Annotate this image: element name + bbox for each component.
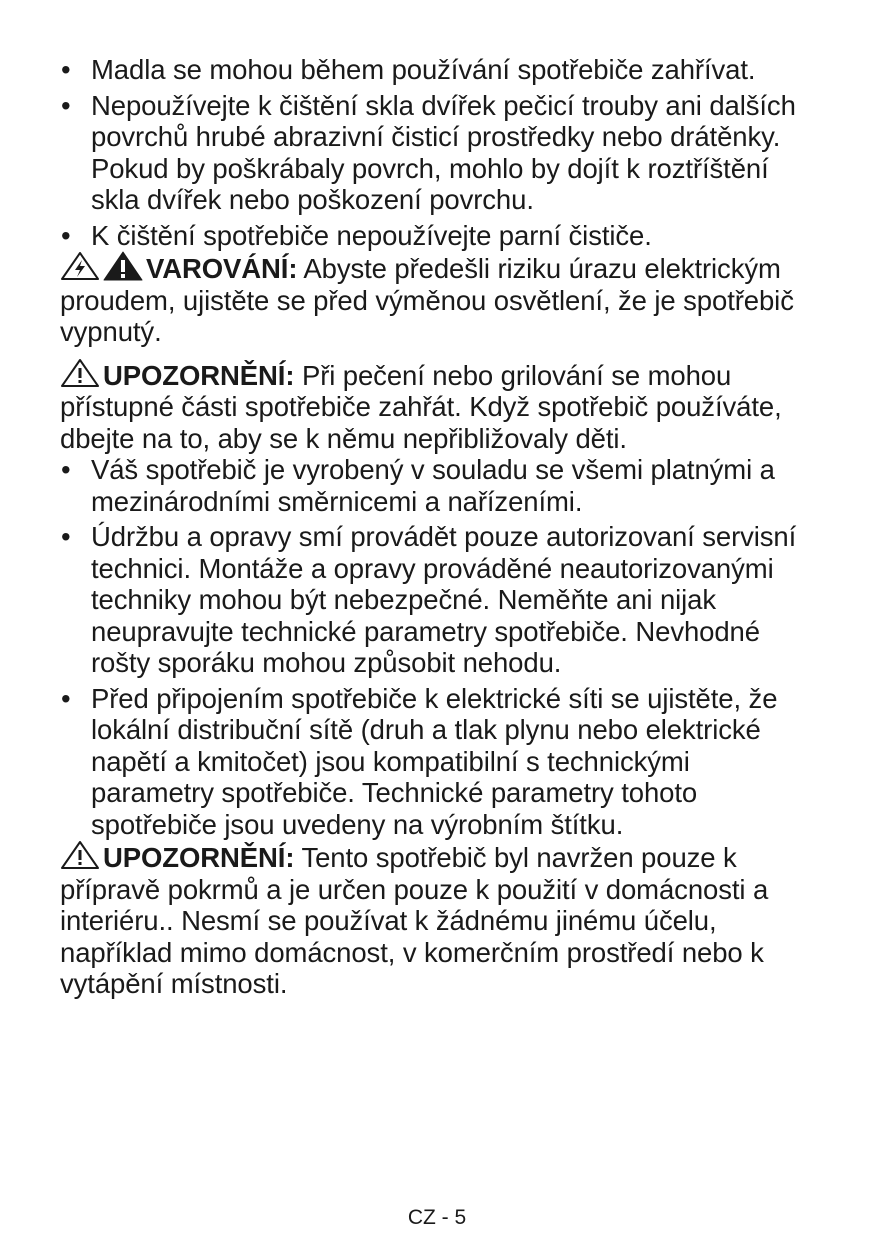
list-item <box>60 683 820 841</box>
caution-text: Při pečení nebo grilování se mohou přístupné části spotřebiče zahřát. Když spotřebič používáte, dbejte na to, aby se k němu nepřibližovaly děti. <box>60 359 782 454</box>
bullet-symbol: • <box>61 54 71 85</box>
list-item <box>60 521 820 679</box>
warning-filled-icon <box>103 251 143 281</box>
list-item <box>60 220 820 252</box>
warning-outline-icon <box>60 840 100 870</box>
caution-paragraph <box>60 840 820 1000</box>
warning-label: VAROVÁNÍ: <box>146 253 298 284</box>
list-item <box>60 454 820 517</box>
document-body <box>60 54 820 1000</box>
list-item-text: Váš spotřebič je vyrobený v souladu se všemi platnými a mezinárodními směrnicemi a nařízeními. <box>91 454 775 517</box>
page-number: CZ - 5 <box>407 1206 467 1229</box>
caution-paragraph <box>60 358 820 455</box>
warning-text: Abyste předešli riziku úrazu elektrickým proudem, ujistěte se před výměnou osvětlení, že je spotřebič vypnutý. <box>60 253 794 347</box>
bullet-symbol: • <box>61 219 71 251</box>
list-item <box>60 54 820 86</box>
caution-text: Tento spotřebič byl navržen pouze k přípravě pokrmů a je určen pouze k použití v domácnosti a interiéru.. Nesmí se používat k žádnému jinému účelu, například mimo domácnost, v komerčním prostředí nebo k vytápění místnosti. <box>60 842 769 999</box>
list-item-text: Nepoužívejte k čištění skla dvířek pečicí trouby ani dalších povrchů hrubé abrazivní čisticí prostředky nebo drátěnky. Pokud by poškrábaly povrch, mohlo by dojít k roztříštění skla dvířek nebo poškození povrchu. <box>91 89 796 215</box>
list-item-text: Před připojením spotřebiče k elektrické síti se ujistěte, že lokální distribuční sítě (druh a tlak plynu nebo elektrické napětí a kmitočet) jsou kompatibilní s technickými parametry spotřebiče. Technické parametry tohoto spotřebiče jsou uvedeny na výrobním štítku. <box>91 682 778 840</box>
warning-outline-icon <box>60 358 100 388</box>
caution-label: UPOZORNĚNÍ: <box>103 359 295 391</box>
caution-label: UPOZORNĚNÍ: <box>103 842 295 873</box>
warning-paragraph <box>60 251 820 348</box>
list-item <box>60 90 820 216</box>
bullet-symbol: • <box>61 454 71 485</box>
bullet-symbol: • <box>61 682 71 714</box>
bullet-symbol: • <box>61 89 71 121</box>
list-item-text: K čištění spotřebiče nepoužívejte parní čističe. <box>91 219 652 251</box>
list-item-text: Údržbu a opravy smí provádět pouze autorizovaní servisní technici. Montáže a opravy prováděné neautorizovanými techniky mohou být nebezpečné. Neměňte ani nijak neupravujte technické parametry spotřebiče. Nevhodné rošty sporáku mohou způsobit nehodu. <box>91 521 797 678</box>
bullet-symbol: • <box>61 521 71 552</box>
list-item-text: Madla se mohou během používání spotřebiče zahřívat. <box>91 54 756 85</box>
electric-hazard-icon <box>60 251 100 281</box>
